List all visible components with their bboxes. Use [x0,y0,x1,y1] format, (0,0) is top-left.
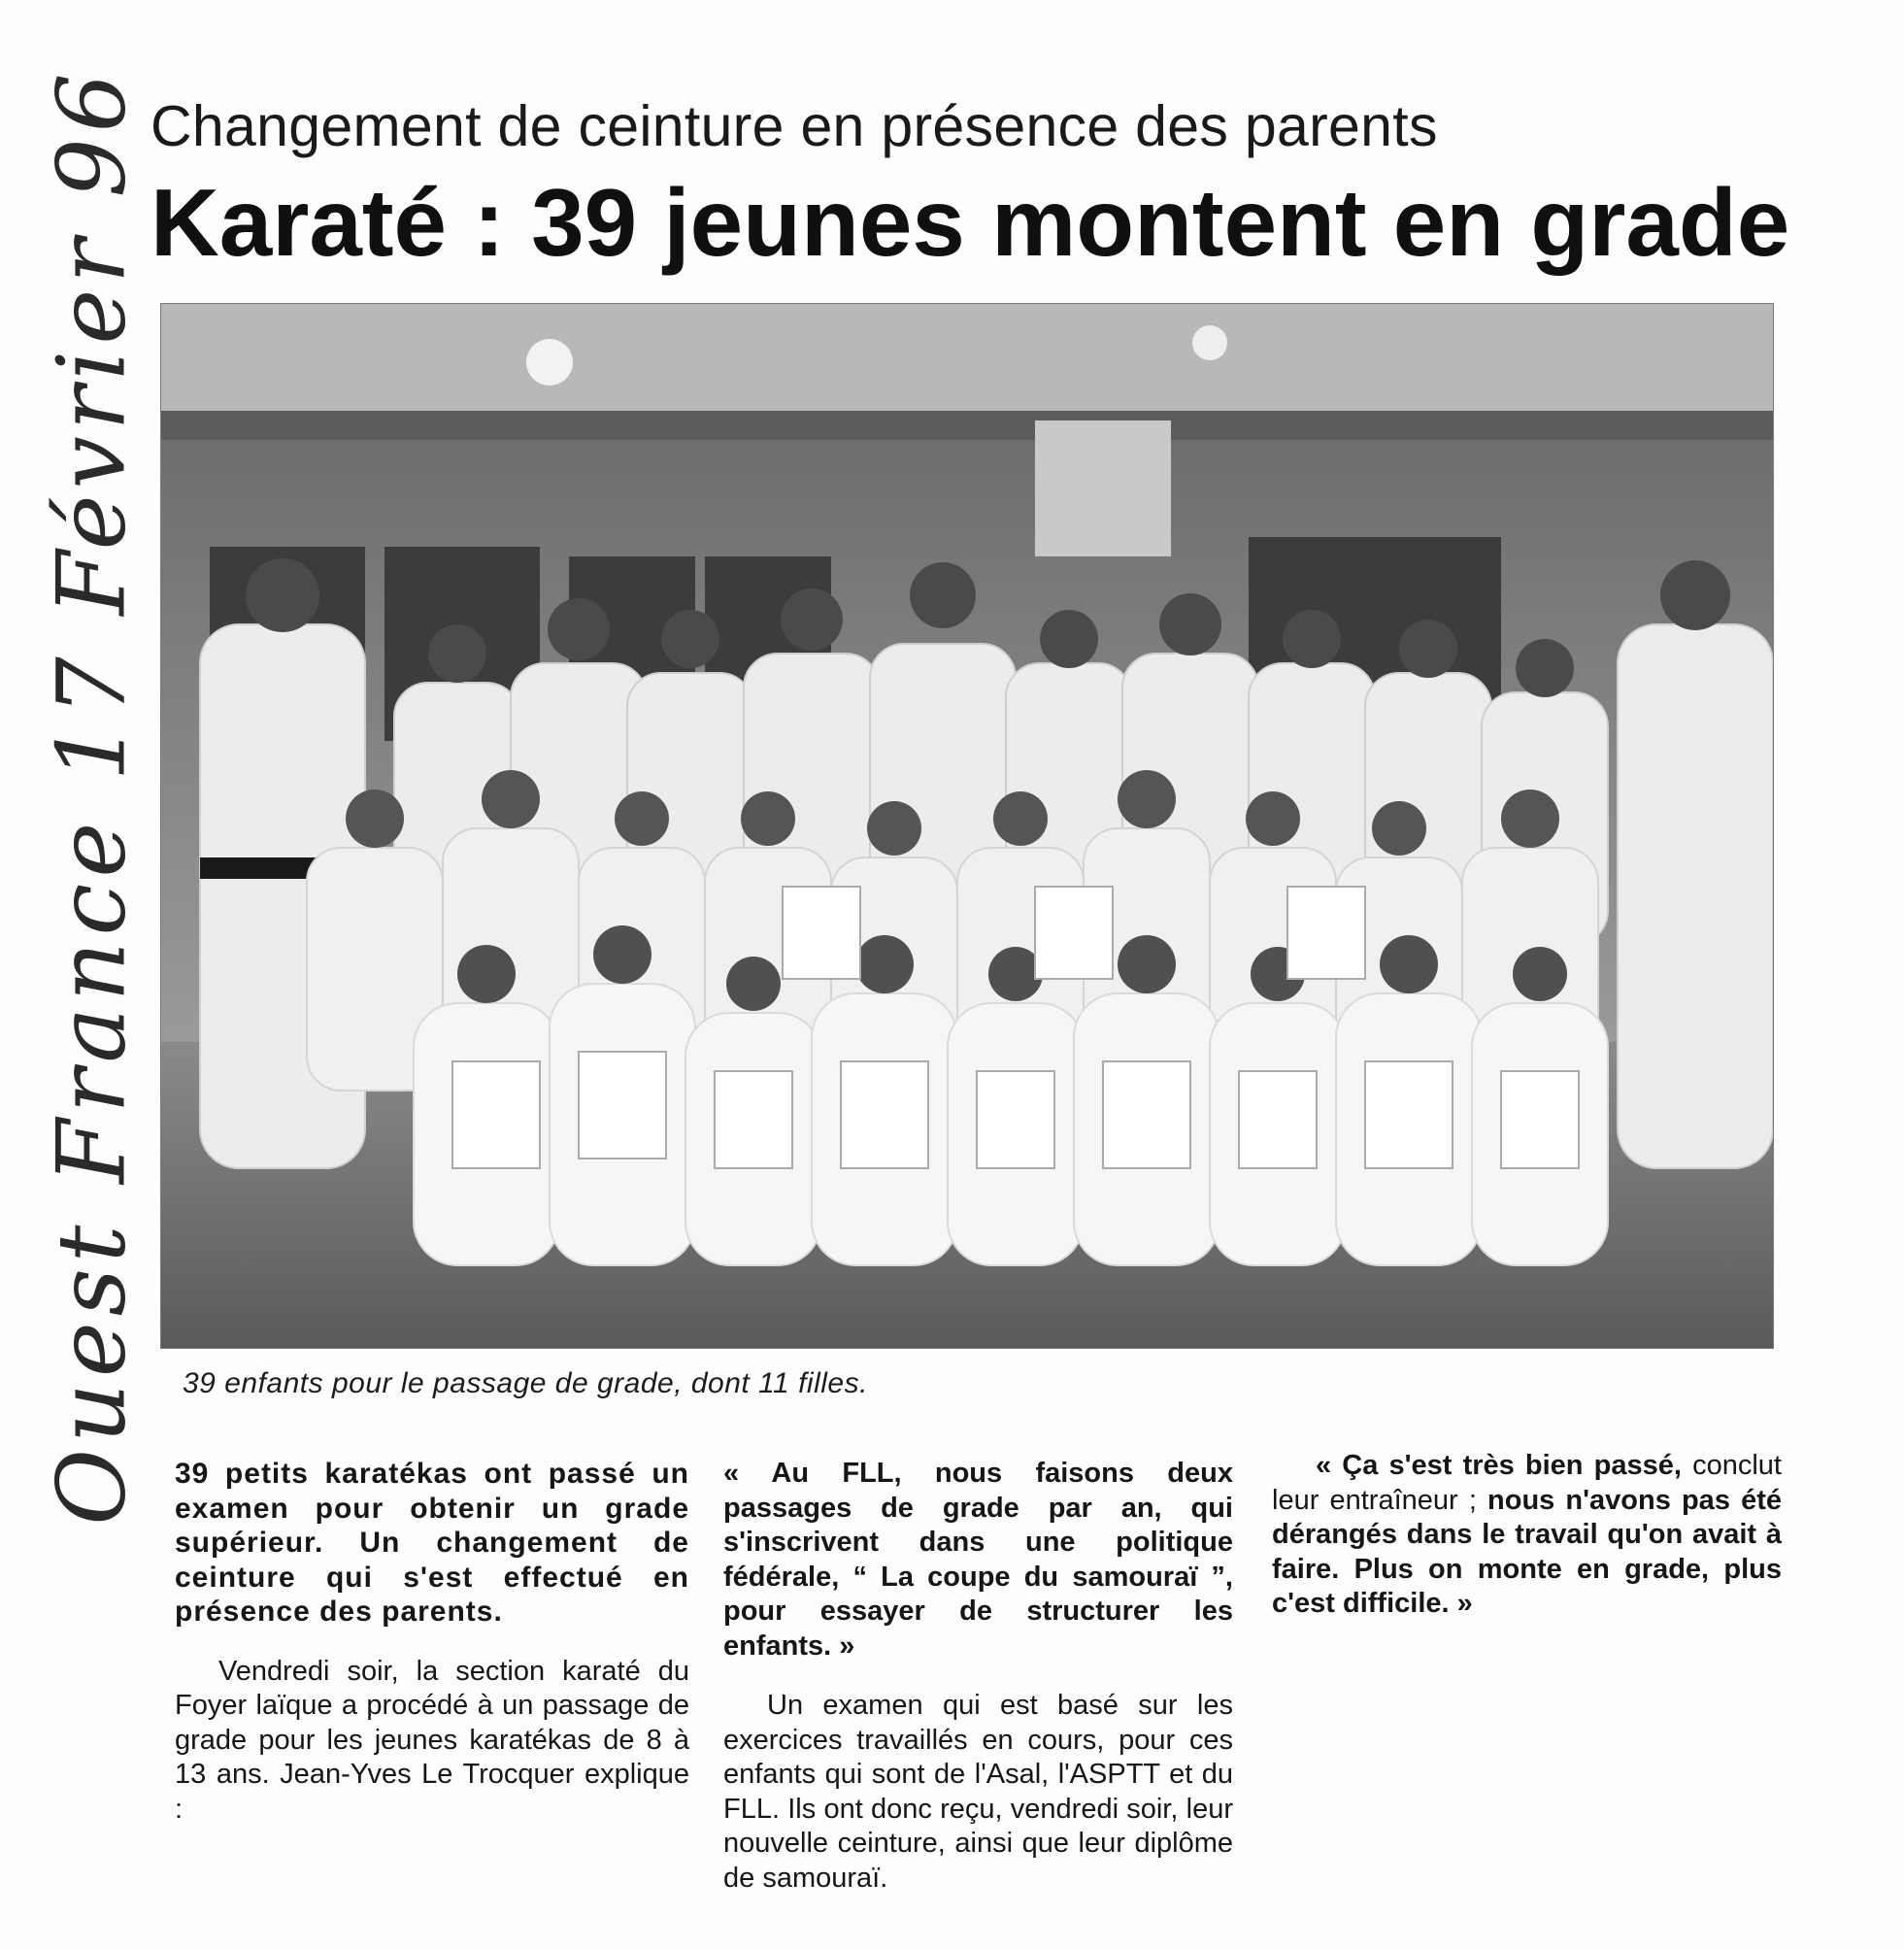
article-paragraph-2: Un examen qui est basé sur les exercices travaillés en cours, pour ces enfants qui sont de l'Asal, l'ASPTT et du FLL. Ils ont donc reçu, vendredi soir, leur nouvelle ceinture, ainsi que leur diplôme de samouraï. [723,1690,1233,1894]
article-quote-2 [1272,1449,1782,1622]
handwritten-date-note [38,67,147,1526]
article-quote-1 [723,1457,1233,1663]
article-column-3 [1272,1449,1782,1647]
quote-1-text: « Au FLL, nous faisons deux passages de grade par an, qui s'inscrivent dans une politique fédérale, “ La coupe du samouraï ”, pour essayer de structurer les enfants. » [723,1458,1233,1662]
group-photo-illustration [161,304,1773,1348]
quote-2-attribution: conclut leur entraîneur ; [1272,1450,1782,1516]
photo-caption: 39 enfants pour le passage de grade, dont 11 filles. [183,1367,868,1399]
group-photo [160,303,1774,1349]
margin-note-text: Ouest France 17 Février 96 [38,67,147,1526]
article-kicker: Changement de ceinture en présence des parents [150,94,1438,158]
quote-2-open: « Ça s'est très bien passé, [1316,1450,1682,1481]
article-column-2 [723,1457,1233,1921]
quote-2-rest: nous n'avons pas été dérangés dans le travail qu'on avait à faire. Plus on monte en grade, plus c'est difficile. » [1272,1484,1782,1619]
article-paragraph-1: Vendredi soir, la section karaté du Foyer laïque a procédé à un passage de grade pour les jeunes karatékas de 8 à 13 ans. Jean-Yves Le Trocquer explique : [175,1655,689,1825]
article-headline: Karaté : 39 jeunes montent en grade [150,169,1790,276]
article-lead: 39 petits karatékas ont passé un examen pour obtenir un grade supérieur. Un changement de ceinture qui s'est effectué en présence des parents. [175,1458,689,1628]
article-column-1 [175,1457,689,1852]
